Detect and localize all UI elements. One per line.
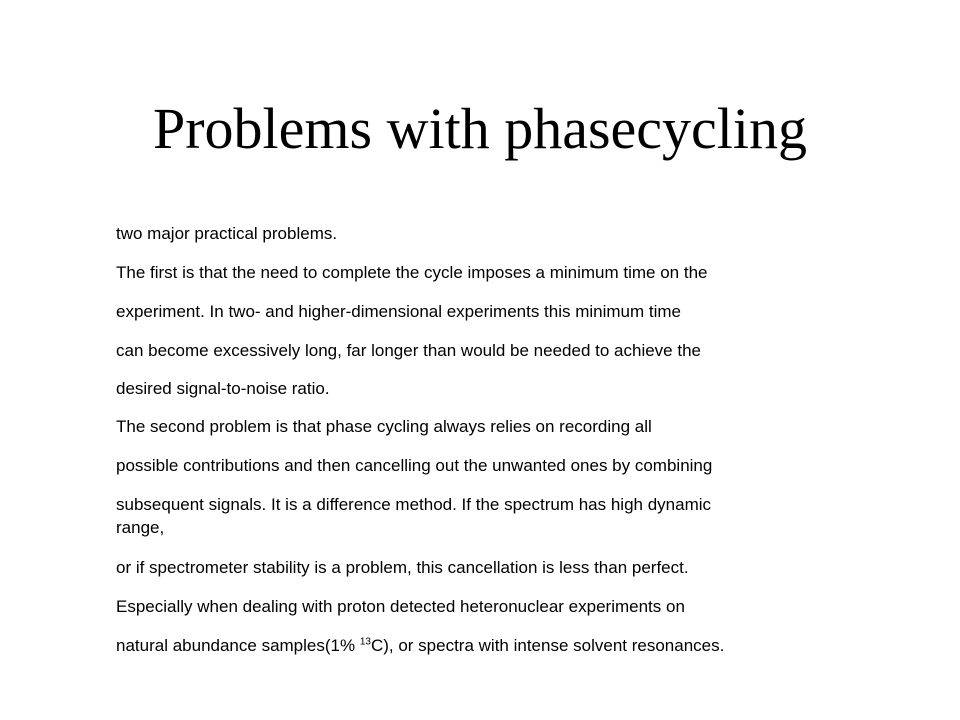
body-line: range, xyxy=(116,518,165,537)
body-line: experiment. In two- and higher-dimensional experiments this minimum time xyxy=(116,302,682,321)
body-line: two major practical problems. xyxy=(116,224,338,243)
body-line: can become excessively long, far longer than would be needed to achieve the xyxy=(116,341,701,360)
body-line-last xyxy=(116,636,724,656)
last-line-prefix: natural abundance samples(1% xyxy=(116,636,360,655)
body-line: The first is that the need to complete the cycle imposes a minimum time on the xyxy=(116,263,708,282)
body-line: possible contributions and then cancelling out the unwanted ones by combining xyxy=(116,456,713,475)
body-line: Especially when dealing with proton detected heteronuclear experiments on xyxy=(116,597,685,616)
body-line: The second problem is that phase cycling always relies on recording all xyxy=(116,417,652,436)
isotope-superscript: 13 xyxy=(359,636,371,648)
slide-title: Problems with phasecycling xyxy=(152,96,807,161)
last-line-suffix: C), or spectra with intense solvent resonances. xyxy=(370,636,725,655)
body-line: subsequent signals. It is a difference method. If the spectrum has high dynamic xyxy=(116,495,712,514)
body-line: desired signal-to-noise ratio. xyxy=(116,379,330,398)
body-line: or if spectrometer stability is a problem, this cancellation is less than perfect. xyxy=(116,558,689,577)
